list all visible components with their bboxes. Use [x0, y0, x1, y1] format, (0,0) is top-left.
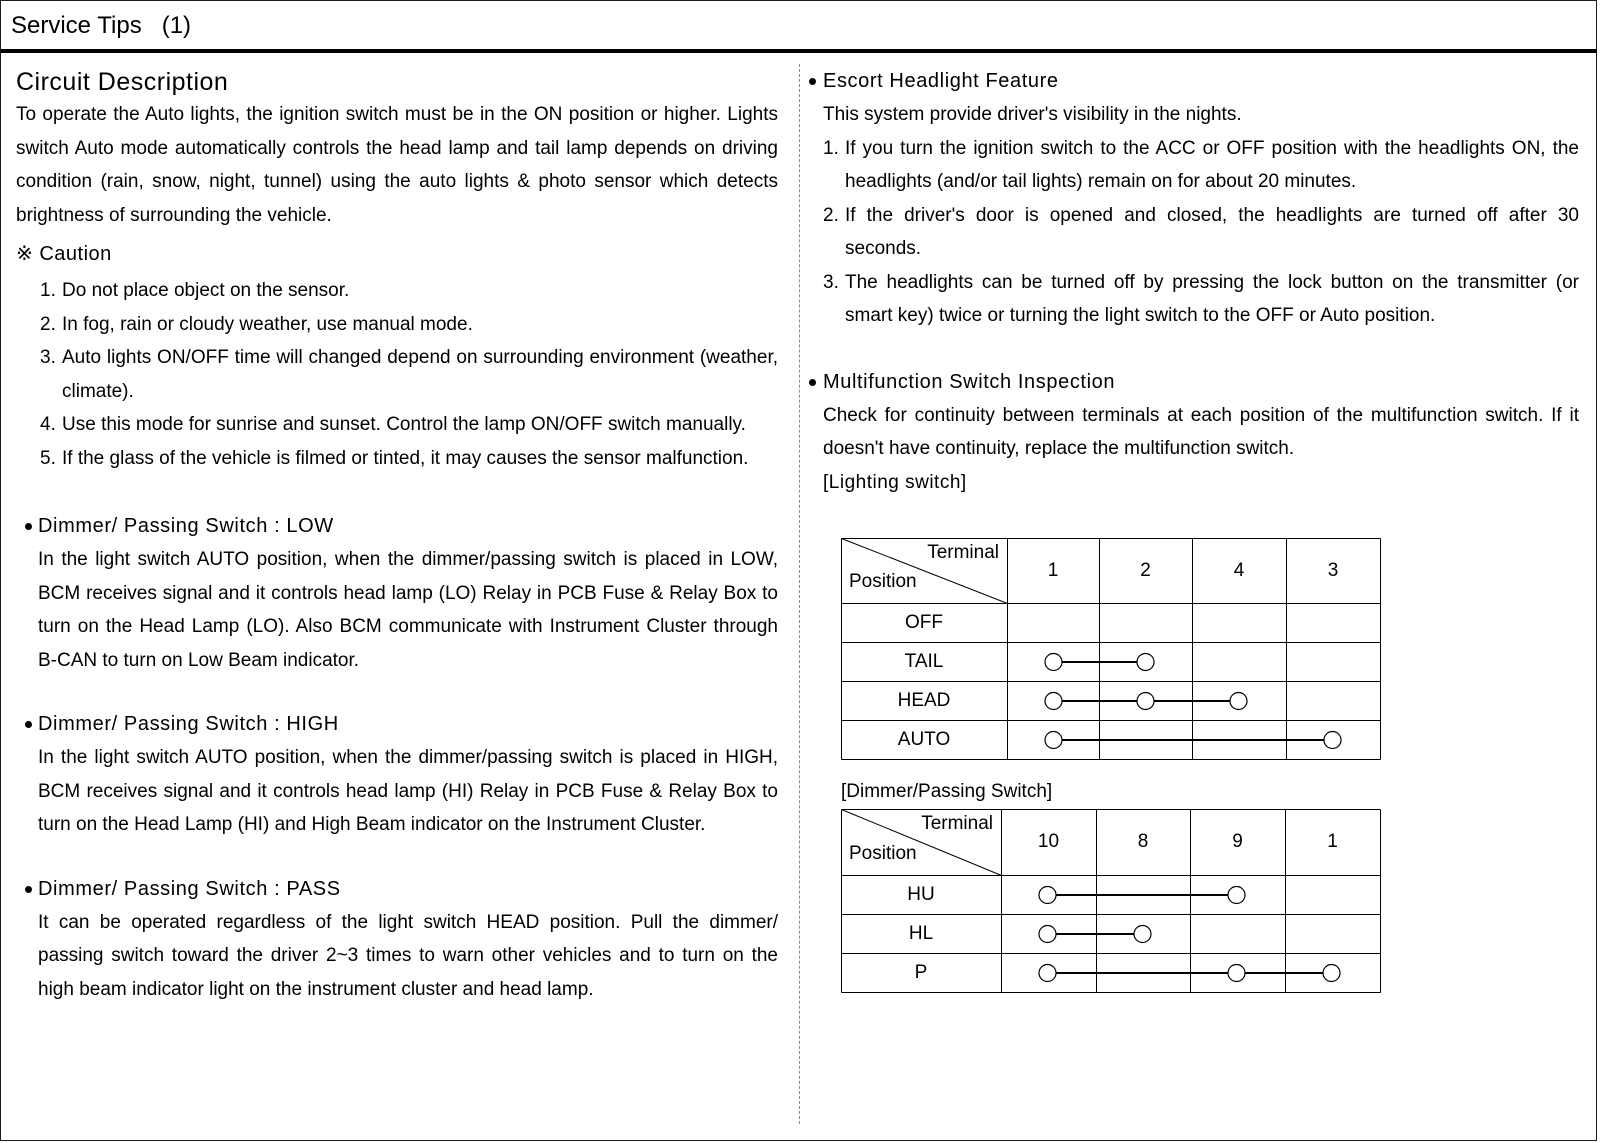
bullet-icon — [809, 379, 816, 386]
section-escort-headlight — [823, 64, 1579, 333]
terminal-contact-icon — [1324, 732, 1341, 749]
item-number: 5. — [40, 447, 56, 469]
terminal-contact-icon — [1039, 965, 1056, 982]
section-body: Check for continuity between terminals at each position of the multifunction switch. If it doesn't have continuity, replace the multifunction switch. — [823, 404, 1579, 459]
item-number: 3. — [40, 347, 56, 368]
section-title: Dimmer/ Passing Switch : PASS — [38, 877, 341, 900]
bullet-icon — [25, 721, 32, 728]
right-column — [823, 62, 1579, 500]
dimmer-switch-label: [Dimmer/Passing Switch] — [841, 781, 1053, 802]
caution-heading — [16, 234, 778, 274]
caution-item — [16, 308, 778, 342]
section-dimmer-pass — [16, 872, 778, 1007]
header-rule — [1, 49, 1597, 53]
item-number: 3. — [823, 271, 839, 293]
terminal-header: 2 — [1140, 559, 1151, 581]
section-body: In the light switch AUTO position, when the dimmer/passing switch is placed in LOW, BCM receives signal and it controls head lamp (LO) Relay in PCB Fuse & Relay Box to turn on the Head Lamp (LO). Also BCM communicate with Instrument Cluster through B-CAN to turn on Low Beam indicator. — [38, 549, 778, 671]
circuit-description-body: To operate the Auto lights, the ignition switch must be in the ON position or higher. Lights switch Auto mode automatically controls the head lamp and tail lamp depends on driving condition (rain, snow, night, tunnel) using the auto lights & photo sensor which detects brightness of surrounding the vehicle. — [16, 104, 778, 226]
corner-terminal-label: Terminal — [927, 542, 999, 563]
item-number: 1. — [823, 137, 839, 159]
corner-terminal-label: Terminal — [921, 813, 993, 834]
terminal-contact-icon — [1039, 926, 1056, 943]
caution-item — [16, 442, 778, 476]
lighting-switch-label: [Lighting switch] — [823, 471, 967, 493]
page-title: Service Tips (1) — [11, 12, 192, 39]
left-column — [16, 62, 778, 1006]
item-text: If the glass of the vehicle is filmed or tinted, it may causes the sensor malfunction. — [62, 447, 749, 469]
terminal-contact-icon — [1045, 732, 1062, 749]
escort-item — [823, 132, 1579, 199]
terminal-contact-icon — [1039, 887, 1056, 904]
terminal-header: 9 — [1232, 831, 1243, 852]
terminal-contact-icon — [1228, 887, 1245, 904]
item-number: 1. — [40, 280, 56, 301]
position-label: HU — [907, 883, 935, 905]
section-title: Dimmer/ Passing Switch : LOW — [38, 515, 334, 537]
item-text: If you turn the ignition switch to the ACC or OFF position with the headlights ON, the headlights (and/or tail lights) remain on for about 20 minutes. — [845, 137, 1579, 192]
terminal-contact-icon — [1137, 693, 1154, 710]
position-label: HEAD — [897, 689, 951, 711]
item-text: Use this mode for sunrise and sunset. Control the lamp ON/OFF switch manually. — [62, 414, 746, 435]
terminal-contact-icon — [1228, 965, 1245, 982]
bullet-icon — [25, 886, 32, 893]
reference-mark-icon: ※ — [16, 243, 34, 265]
position-label: P — [914, 961, 928, 983]
terminal-header: 10 — [1037, 831, 1060, 852]
caution-item — [16, 341, 778, 408]
caution-list — [16, 274, 778, 475]
position-label: AUTO — [897, 728, 951, 750]
terminal-header: 1 — [1047, 559, 1059, 581]
section-title: Dimmer/ Passing Switch : HIGH — [38, 713, 339, 735]
caution-title: Caution — [39, 243, 112, 265]
terminal-header: 4 — [1233, 559, 1245, 581]
circuit-description-title: Circuit Description — [16, 68, 229, 96]
terminal-contact-icon — [1323, 965, 1340, 982]
section-dimmer-low — [16, 509, 778, 677]
terminal-contact-icon — [1134, 926, 1151, 943]
position-label: OFF — [905, 611, 943, 633]
bullet-icon — [25, 523, 32, 530]
section-heading — [16, 872, 778, 906]
section-intro: This system provide driver's visibility in the nights. — [823, 104, 1242, 125]
bullet-icon — [809, 78, 816, 85]
section-dimmer-high — [16, 707, 778, 842]
terminal-contact-icon — [1045, 654, 1062, 671]
caution-item — [16, 274, 778, 308]
caution-item — [16, 408, 778, 442]
escort-list — [823, 132, 1579, 333]
terminal-contact-icon — [1045, 693, 1062, 710]
section-heading — [16, 509, 778, 543]
section-title: Escort Headlight Feature — [823, 70, 1059, 92]
section-title: Multifunction Switch Inspection — [823, 370, 1116, 393]
section-heading — [823, 64, 1579, 98]
position-label: TAIL — [904, 650, 944, 672]
item-number: 2. — [40, 313, 56, 335]
terminal-contact-icon — [1230, 693, 1247, 710]
terminal-header: 8 — [1137, 831, 1149, 852]
terminal-header: 3 — [1327, 559, 1339, 581]
escort-item — [823, 266, 1579, 333]
item-number: 2. — [823, 204, 839, 226]
section-body: In the light switch AUTO position, when the dimmer/passing switch is placed in HIGH, BCM receives signal and it controls head lamp (HI) Relay in PCB Fuse & Relay Box to turn on the Head Lamp (HI) and High Beam indicator on the Instrument Cluster. — [38, 747, 778, 835]
item-text: Do not place object on the sensor. — [62, 280, 350, 301]
page-header — [1, 1, 1596, 49]
item-text: If the driver's door is opened and closed, the headlights are turned off after 30 seconds. — [845, 204, 1579, 259]
section-multifunction-inspection — [823, 365, 1579, 500]
terminal-contact-icon — [1137, 654, 1154, 671]
item-number: 4. — [40, 414, 56, 435]
section-heading — [16, 707, 778, 741]
item-text: The headlights can be turned off by pressing the lock button on the transmitter (or smart key) twice or turning the light switch to the OFF or Auto position. — [845, 271, 1579, 326]
corner-position-label: Position — [849, 843, 917, 864]
column-divider — [799, 64, 800, 1124]
item-text: Auto lights ON/OFF time will changed depend on surrounding environment (weather, climate). — [62, 347, 778, 402]
section-body: It can be operated regardless of the light switch HEAD position. Pull the dimmer/ passing switch toward the driver 2~3 times to warn other vehicles and to turn on the high beam indicator light on the instrument cluster and head lamp. — [38, 911, 778, 1000]
position-label: HL — [908, 922, 934, 944]
escort-item — [823, 199, 1579, 266]
section-heading — [823, 365, 1579, 399]
corner-position-label: Position — [849, 571, 917, 592]
item-text: In fog, rain or cloudy weather, use manual mode. — [62, 313, 473, 335]
terminal-header: 1 — [1327, 831, 1338, 852]
